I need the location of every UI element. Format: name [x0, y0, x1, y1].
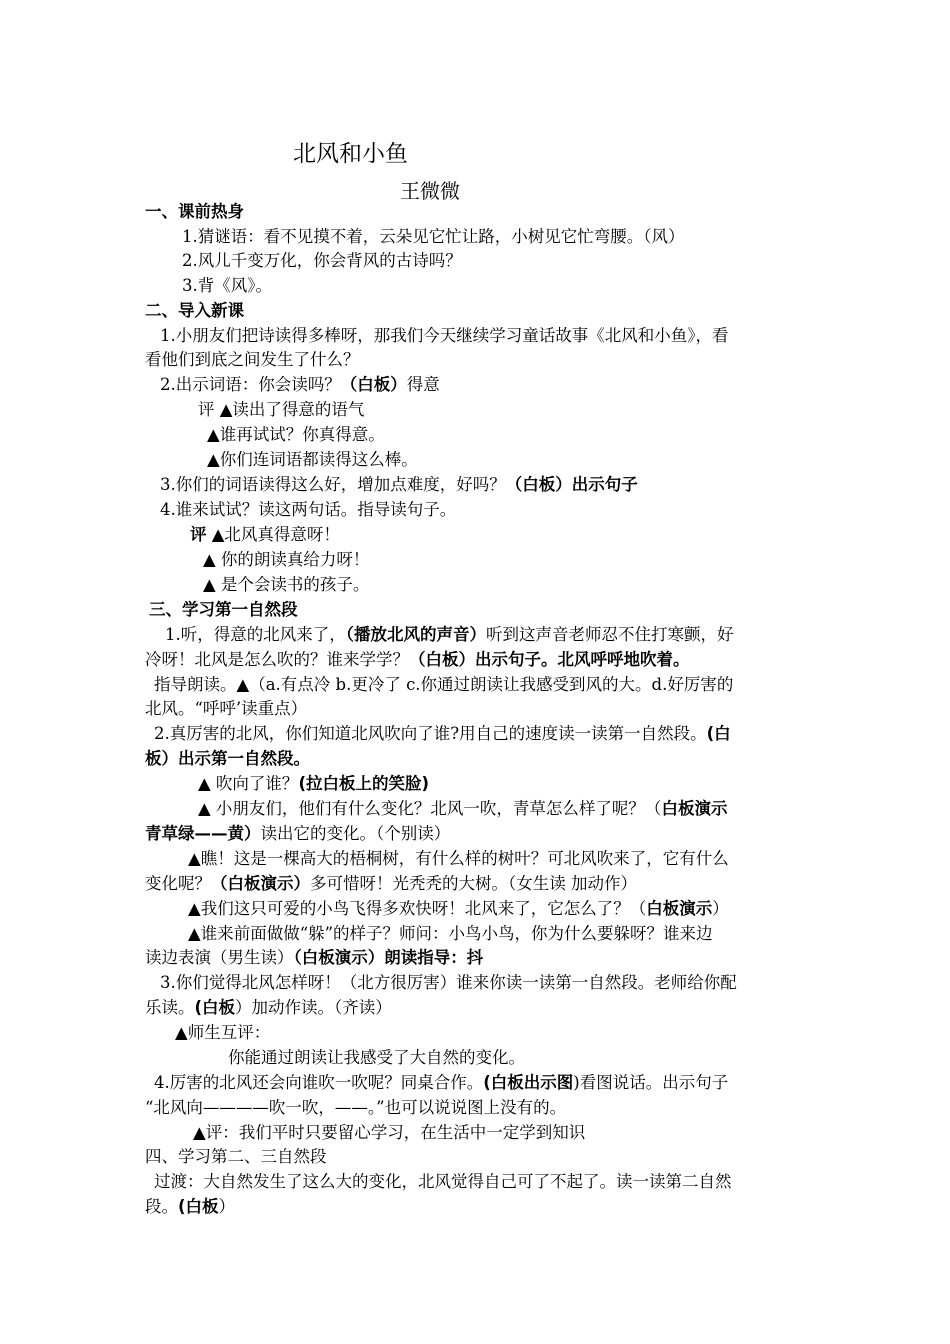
- bold-run: （白板）: [340, 375, 407, 394]
- paragraph-line: 1.小朋友们把诗读得多棒呀，那我们今天继续学习童话故事《北风和小鱼》，看: [160, 326, 729, 345]
- text-run: 冷呀！北风是怎么吹的？谁来学学？: [145, 650, 409, 669]
- paragraph-line: 指导朗读。▲（a.有点冷 b.更冷了 c.你通过朗读让我感受到风的大。d.好厉害的: [154, 675, 734, 694]
- text-run: 乐读。: [145, 998, 195, 1017]
- paragraph-line: 看他们到底之间发生了什么？: [145, 350, 360, 369]
- text-run: )看图说话。出示句子: [573, 1073, 729, 1092]
- bold-run: （白板演示）朗读指导：抖: [293, 948, 484, 967]
- paragraph-line: [145, 747, 310, 771]
- text-run: ）加动作读。（齐读）: [235, 998, 392, 1017]
- paragraph-line: [145, 648, 690, 672]
- section-heading-intro: 二、导入新课: [145, 301, 244, 320]
- text-run: ▲ 吹向了谁？: [198, 774, 299, 793]
- bold-run: (白板: [194, 998, 236, 1017]
- section-heading-warmup: 一、课前热身: [145, 202, 244, 221]
- paragraph-line: ▲评：我们平时只要留心学习，在生活中一定学到知识: [193, 1123, 586, 1142]
- bold-run: （白板演示）: [211, 874, 310, 893]
- bold-run: (白板: [178, 1197, 219, 1216]
- paragraph-line: “北风向————吹一吹，——。”也可以说说图上没有的。: [145, 1098, 567, 1117]
- evaluation-line: ▲你们连词语都读得这么棒。: [207, 450, 418, 469]
- author-name: 王微微: [400, 179, 460, 203]
- text-run: 1.听，得意的北风来了，: [165, 625, 346, 644]
- text-run: ▲北风真得意呀！: [206, 525, 340, 544]
- paragraph-line: [145, 946, 483, 970]
- text-run: ）: [712, 899, 729, 918]
- bold-run: （白板）出示句子。北风呼呼地吹着。: [409, 650, 690, 669]
- bold-run: 评: [190, 525, 207, 544]
- paragraph-line: [198, 772, 429, 796]
- bold-run: 青草绿——黄）: [145, 824, 261, 843]
- text-run: 得意: [406, 375, 440, 394]
- text-run: 听到这声音老师忍不住打寒颤，好: [486, 625, 734, 644]
- paragraph-line: [160, 473, 638, 497]
- paragraph-line: 北风。“呼呼’读重点）: [145, 699, 308, 718]
- evaluation-line: ▲ 你的朗读真给力呀！: [203, 550, 370, 569]
- evaluation-line: 评 ▲读出了得意的语气: [198, 400, 365, 419]
- text-run: 4.厉害的北风还会向谁吹一吹呢？同桌合作。: [154, 1073, 484, 1092]
- text-run: 2.出示词语：你会读吗？: [160, 375, 341, 394]
- paragraph-line: [145, 1195, 235, 1219]
- text-run: ▲ 小朋友们，他们有什么变化？北风一吹，青草怎么样了呢？（: [198, 799, 662, 818]
- bold-run: (白板出示图: [483, 1073, 574, 1092]
- text-run: 2.真厉害的北风，你们知道北风吹向了谁?用自己的速度读一读第一自然段。: [154, 724, 707, 743]
- paragraph-line: [154, 722, 731, 746]
- paragraph-line: ▲瞧！这是一棵高大的梧桐树，有什么样的树叶？可北风吹来了，它有什么: [188, 849, 729, 868]
- paragraph-line: [145, 822, 450, 846]
- bold-run: （播放北风的声音）: [345, 625, 486, 644]
- text-run: 变化呢？: [145, 874, 211, 893]
- section-heading-paragraphs-two-three: 四、学习第二、三自然段: [145, 1147, 327, 1166]
- paragraph-line: [160, 373, 440, 397]
- evaluation-line: ▲谁再试试？你真得意。: [207, 425, 385, 444]
- paragraph-line: ▲师生互评：: [175, 1023, 271, 1042]
- bold-run: 板）出示第一自然段。: [145, 749, 310, 768]
- bold-run: （白板）出示句子: [505, 475, 638, 494]
- text-run: 3.你们的词语读得这么好，增加点难度，好吗？: [160, 475, 506, 494]
- text-run: 段。: [145, 1197, 178, 1216]
- paragraph-line: ▲谁来前面做做“躲”的样子？师问：小鸟小鸟，你为什么要躲呀？谁来边: [188, 924, 713, 943]
- paragraph-line: [145, 996, 392, 1020]
- evaluation-line: [190, 523, 340, 547]
- document-title: 北风和小鱼: [293, 141, 408, 167]
- paragraph-line: 2.风儿千变万化，你会背风的古诗吗？: [182, 251, 462, 270]
- text-run: ▲我们这只可爱的小鸟飞得多欢快呀！北风来了，它怎么了？（: [188, 899, 647, 918]
- text-run: ）: [218, 1197, 236, 1216]
- text-run: 多可惜呀！光秃秃的大树。（女生读 加动作）: [310, 874, 637, 893]
- bold-run: (白: [706, 724, 731, 743]
- section-heading-paragraph-one: 三、学习第一自然段: [149, 600, 298, 619]
- paragraph-line: [188, 897, 729, 921]
- paragraph-line: 过渡：大自然发生了这么大的变化，北风觉得自己可了不起了。读一读第二自然: [154, 1172, 732, 1191]
- evaluation-line: ▲ 是个会读书的孩子。: [203, 575, 370, 594]
- paragraph-line: 3.背《风》。: [182, 276, 272, 295]
- text-run: 读边表演（男生读）: [145, 948, 294, 967]
- paragraph-line: [165, 623, 734, 647]
- paragraph-line: [198, 797, 727, 821]
- bold-run: 白板演示: [661, 799, 728, 818]
- paragraph-line: 你能通过朗读让我感受了大自然的变化。: [228, 1048, 525, 1067]
- paragraph-line: 1.猜谜语：看不见摸不着，云朵见它忙让路，小树见它忙弯腰。（风）: [182, 227, 685, 246]
- paragraph-line: [154, 1071, 728, 1095]
- bold-run: (拉白板上的笑脸): [298, 774, 430, 793]
- paragraph-line: [145, 872, 637, 896]
- paragraph-line: 3.你们觉得北风怎样呀！（北方很厉害）谁来你读一读第一自然段。老师给你配: [160, 973, 737, 992]
- bold-run: 白板演示: [646, 899, 713, 918]
- text-run: 读出它的变化。（个别读）: [260, 824, 451, 843]
- paragraph-line: 4.谁来试试？读这两句话。指导读句子。: [160, 500, 457, 519]
